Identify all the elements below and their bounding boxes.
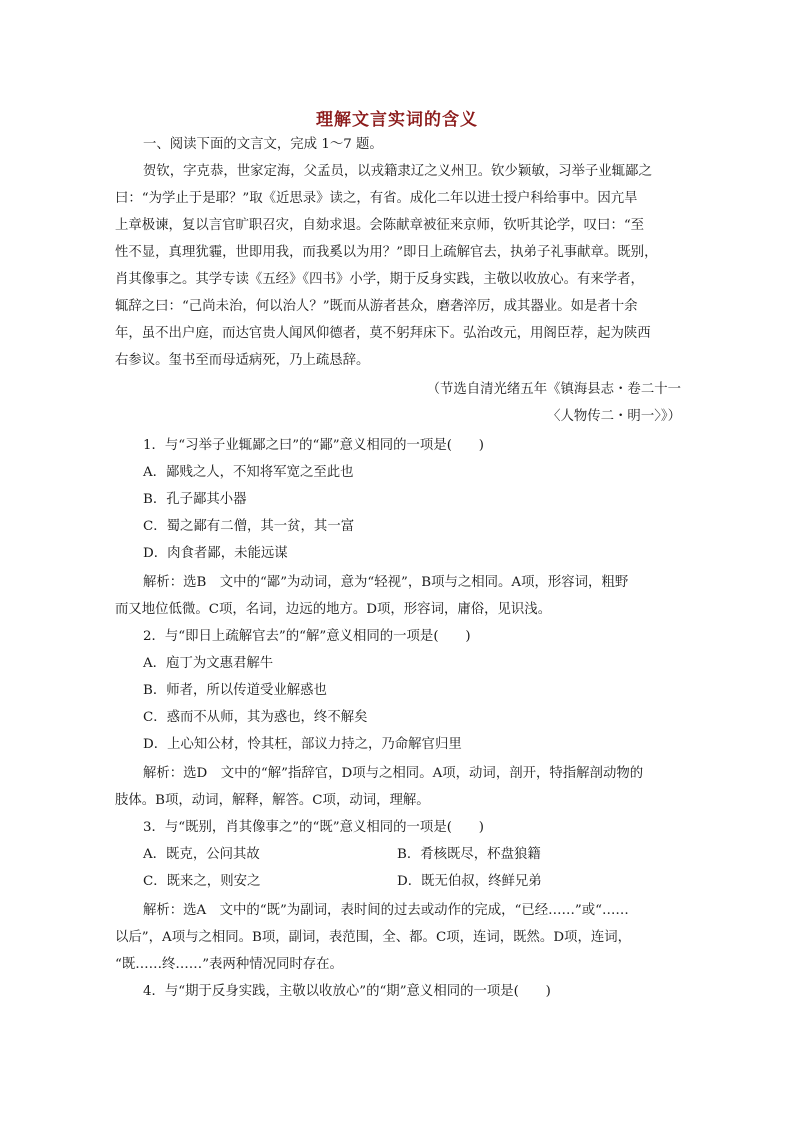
analysis-line: 解析：选D 文中的“解”指辞官，D项与之相同。A项，动词，剖开，特指解剖动物的 xyxy=(143,766,644,781)
option-b: B．孔子鄙其小器 xyxy=(143,492,247,507)
option-d: D．既无伯叔，终鲜兄弟 xyxy=(397,874,542,889)
option-a: A．鄙贱之人，不知将军宽之至此也 xyxy=(143,465,354,480)
option-row xyxy=(143,873,708,891)
instruction: 一、阅读下面的文言文，完成 1～7 题。 xyxy=(143,137,383,152)
analysis-line: 肢体。B项，动词，解释，解答。C项，动词，理解。 xyxy=(115,793,430,808)
option-b: B．肴核既尽，杯盘狼籍 xyxy=(397,847,541,862)
question-stem: 1．与“习举子业辄鄙之曰”的“鄙”意义相同的一项是( ) xyxy=(143,438,484,453)
option-d: D．上心知公材，怜其枉，部议力持之，乃命解官归里 xyxy=(143,737,462,752)
question-stem: 3．与“既别，肖其像事之”的“既”意义相同的一项是( ) xyxy=(143,820,484,835)
source-citation: （节选自清光绪五年《镇海县志・卷二十一 xyxy=(426,382,681,397)
passage-line: 贺钦，字克恭，世家定海，父孟员，以戎籍隶辽之义州卫。钦少颖敏，习举子业辄鄙之 xyxy=(143,164,652,179)
source-citation: 〈人物传二・明一〉》） xyxy=(547,409,681,424)
option-b: B．师者，所以传道受业解惑也 xyxy=(143,683,327,698)
question-stem: 4．与“期于反身实践，主敬以收放心”的“期”意义相同的一项是( ) xyxy=(143,984,551,999)
option-c: C．惑而不从师，其为惑也，终不解矣 xyxy=(143,710,368,725)
passage-line: 右参议。玺书至而母适病死，乃上疏恳辞。 xyxy=(115,353,370,368)
question-stem: 2．与“即日上疏解官去”的“解”意义相同的一项是( ) xyxy=(143,629,471,644)
passage-line: 曰：“为学止于是耶？”取《近思录》读之，有省。成化二年以进士授户科给事中。因亢旱 xyxy=(115,191,638,206)
passage-line: 性不显，真理犹霾，世即用我，而我奚以为用？”即日上疏解官去，执弟子礼事献章。既别， xyxy=(115,245,658,260)
passage-line: 年，虽不出户庭，而达官贵人闻风仰德者，莫不躬拜床下。弘治改元，用阁臣荐，起为陕西 xyxy=(115,326,651,341)
option-c: C．蜀之鄙有二僧，其一贫，其一富 xyxy=(143,519,355,534)
analysis-line: 而又地位低微。C项，名词，边远的地方。D项，形容词，庸俗，见识浅。 xyxy=(115,602,552,617)
option-a: A．既克，公问其故 xyxy=(143,847,260,862)
analysis-line: 以后”，A项与之相同。B项，副词，表范围，全、都。C项，连词，既然。D项，连词， xyxy=(115,930,632,945)
option-d: D．肉食者鄙，未能远谋 xyxy=(143,546,288,561)
analysis-line: “既……终……”表两种情况同时存在。 xyxy=(115,957,343,972)
analysis-line: 解析：选B 文中的“鄙”为动词，意为“轻视”，B项与之相同。A项，形容词，粗野 xyxy=(143,575,629,590)
option-c: C．既来之，则安之 xyxy=(143,874,261,889)
option-a: A．庖丁为文惠君解牛 xyxy=(143,656,274,671)
passage-line: 肖其像事之。其学专读《五经》《四书》小学，期于反身实践，主敬以收放心。有来学者， xyxy=(115,272,644,287)
option-row xyxy=(143,846,708,864)
analysis-line: 解析：选A 文中的“既”为副词，表时间的过去或动作的完成，“已经……”或“…… xyxy=(143,903,629,918)
passage-line: 上章极谏，复以言官旷职召灾，自劾求退。会陈献章被征来京师，钦听其论学，叹曰：“至 xyxy=(115,218,645,233)
page-title: 理解文言实词的含义 xyxy=(316,110,478,130)
passage-line: 辄辞之曰：“己尚未治，何以治人？”既而从游者甚众，磨砻淬厉，成其器业。如是者十余 xyxy=(115,299,638,314)
